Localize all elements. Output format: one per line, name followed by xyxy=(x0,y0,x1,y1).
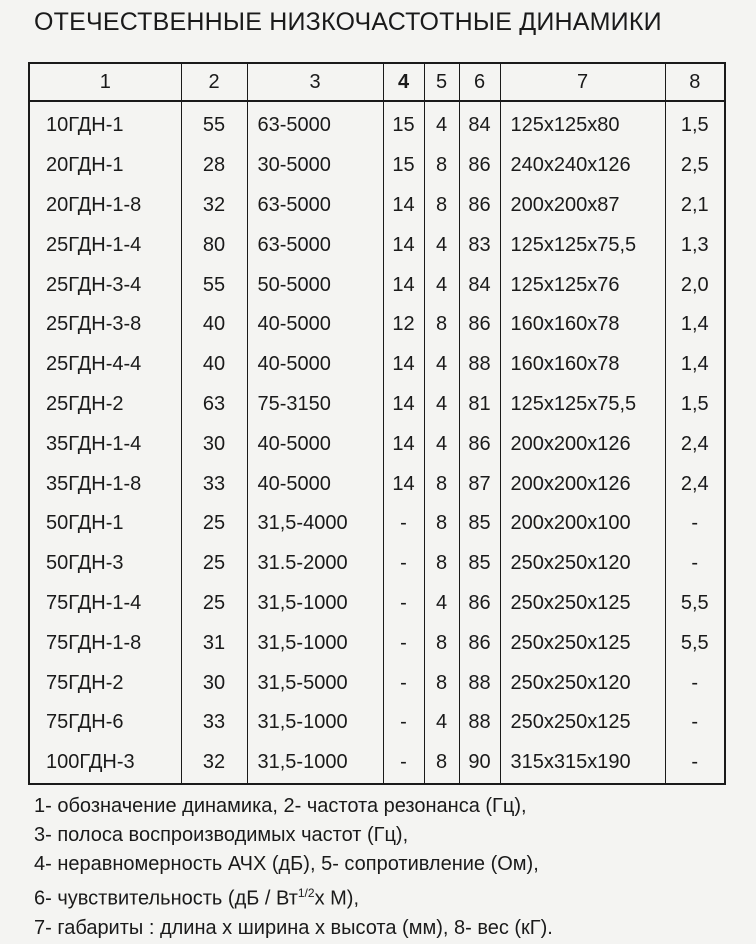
resonance-frequency-cell: 33 xyxy=(181,703,247,743)
sensitivity-cell: 85 xyxy=(459,504,500,544)
resonance-frequency-cell: 25 xyxy=(181,584,247,624)
response-unevenness-cell: 14 xyxy=(383,345,424,385)
weight-cell: - xyxy=(665,703,725,743)
weight-cell: 2,4 xyxy=(665,424,725,464)
sensitivity-cell: 84 xyxy=(459,265,500,305)
column-header-6: 6 xyxy=(459,63,500,101)
resonance-frequency-cell: 40 xyxy=(181,345,247,385)
resonance-frequency-cell: 31 xyxy=(181,623,247,663)
page-title: ОТЕЧЕСТВЕННЫЕ НИЗКОЧАСТОТНЫЕ ДИНАМИКИ xyxy=(34,8,662,36)
table-header-row xyxy=(29,63,725,101)
dimensions-cell: 125х125х76 xyxy=(500,265,665,305)
dimensions-cell: 125х125х80 xyxy=(500,101,665,146)
impedance-cell: 8 xyxy=(424,146,459,186)
response-unevenness-cell: 14 xyxy=(383,225,424,265)
frequency-band-cell: 31,5-1000 xyxy=(247,584,383,624)
dimensions-cell: 240х240х126 xyxy=(500,146,665,186)
table-row xyxy=(29,703,725,743)
legend-text: х М), xyxy=(314,887,359,910)
impedance-cell: 8 xyxy=(424,464,459,504)
frequency-band-cell: 63-5000 xyxy=(247,186,383,226)
impedance-cell: 4 xyxy=(424,265,459,305)
impedance-cell: 4 xyxy=(424,703,459,743)
column-header-8: 8 xyxy=(665,63,725,101)
impedance-cell: 4 xyxy=(424,424,459,464)
speaker-model-cell: 25ГДН-1-4 xyxy=(29,225,181,265)
resonance-frequency-cell: 30 xyxy=(181,663,247,703)
response-unevenness-cell: - xyxy=(383,743,424,784)
frequency-band-cell: 63-5000 xyxy=(247,225,383,265)
speaker-specs-table xyxy=(28,62,726,785)
table-row xyxy=(29,101,725,146)
weight-cell: 1,5 xyxy=(665,101,725,146)
sensitivity-cell: 87 xyxy=(459,464,500,504)
sensitivity-cell: 86 xyxy=(459,305,500,345)
speaker-model-cell: 20ГДН-1-8 xyxy=(29,186,181,226)
speaker-model-cell: 35ГДН-1-8 xyxy=(29,464,181,504)
dimensions-cell: 250х250х125 xyxy=(500,623,665,663)
dimensions-cell: 250х250х125 xyxy=(500,703,665,743)
table-body xyxy=(29,101,725,784)
dimensions-cell: 250х250х125 xyxy=(500,584,665,624)
impedance-cell: 8 xyxy=(424,663,459,703)
legend-line xyxy=(34,879,553,914)
speaker-model-cell: 25ГДН-2 xyxy=(29,385,181,425)
speaker-model-cell: 25ГДН-4-4 xyxy=(29,345,181,385)
table-row xyxy=(29,623,725,663)
frequency-band-cell: 31,5-1000 xyxy=(247,703,383,743)
frequency-band-cell: 31,5-1000 xyxy=(247,743,383,784)
sensitivity-cell: 85 xyxy=(459,544,500,584)
response-unevenness-cell: - xyxy=(383,703,424,743)
response-unevenness-cell: - xyxy=(383,663,424,703)
speaker-model-cell: 75ГДН-1-4 xyxy=(29,584,181,624)
sensitivity-cell: 86 xyxy=(459,186,500,226)
table-row xyxy=(29,584,725,624)
weight-cell: 2,4 xyxy=(665,464,725,504)
resonance-frequency-cell: 63 xyxy=(181,385,247,425)
dimensions-cell: 160х160х78 xyxy=(500,345,665,385)
response-unevenness-cell: 12 xyxy=(383,305,424,345)
impedance-cell: 4 xyxy=(424,385,459,425)
table-row xyxy=(29,345,725,385)
legend-text: 6- чувствительность (дБ / Вт xyxy=(34,887,298,910)
dimensions-cell: 200х200х100 xyxy=(500,504,665,544)
weight-cell: - xyxy=(665,544,725,584)
weight-cell: - xyxy=(665,504,725,544)
speaker-model-cell: 10ГДН-1 xyxy=(29,101,181,146)
impedance-cell: 4 xyxy=(424,345,459,385)
dimensions-cell: 250х250х120 xyxy=(500,544,665,584)
dimensions-cell: 125х125х75,5 xyxy=(500,225,665,265)
impedance-cell: 8 xyxy=(424,544,459,584)
sensitivity-cell: 81 xyxy=(459,385,500,425)
sensitivity-cell: 86 xyxy=(459,146,500,186)
table-row xyxy=(29,424,725,464)
speaker-model-cell: 50ГДН-1 xyxy=(29,504,181,544)
weight-cell: 1,3 xyxy=(665,225,725,265)
frequency-band-cell: 40-5000 xyxy=(247,345,383,385)
frequency-band-cell: 63-5000 xyxy=(247,101,383,146)
legend-line: 1- обозначение динамика, 2- частота резонанса (Гц), xyxy=(34,795,527,817)
weight-cell: 1,5 xyxy=(665,385,725,425)
weight-cell: 2,1 xyxy=(665,186,725,226)
speaker-model-cell: 75ГДН-1-8 xyxy=(29,623,181,663)
legend-line: 4- неравномерность АЧХ (дБ), 5- сопротивление (Ом), xyxy=(34,853,539,875)
dimensions-cell: 160х160х78 xyxy=(500,305,665,345)
impedance-cell: 8 xyxy=(424,743,459,784)
response-unevenness-cell: 14 xyxy=(383,186,424,226)
weight-cell: - xyxy=(665,663,725,703)
speaker-model-cell: 35ГДН-1-4 xyxy=(29,424,181,464)
response-unevenness-cell: 14 xyxy=(383,385,424,425)
speaker-model-cell: 25ГДН-3-4 xyxy=(29,265,181,305)
weight-cell: 1,4 xyxy=(665,345,725,385)
dimensions-cell: 315х315х190 xyxy=(500,743,665,784)
impedance-cell: 4 xyxy=(424,584,459,624)
table-row xyxy=(29,265,725,305)
column-header-1: 1 xyxy=(29,63,181,101)
column-header-5: 5 xyxy=(424,63,459,101)
sensitivity-cell: 86 xyxy=(459,623,500,663)
column-header-3: 3 xyxy=(247,63,383,101)
table-row xyxy=(29,663,725,703)
impedance-cell: 4 xyxy=(424,225,459,265)
table-row xyxy=(29,186,725,226)
speaker-model-cell: 20ГДН-1 xyxy=(29,146,181,186)
impedance-cell: 8 xyxy=(424,623,459,663)
speaker-model-cell: 25ГДН-3-8 xyxy=(29,305,181,345)
dimensions-cell: 250х250х120 xyxy=(500,663,665,703)
response-unevenness-cell: 14 xyxy=(383,265,424,305)
sensitivity-cell: 88 xyxy=(459,663,500,703)
response-unevenness-cell: - xyxy=(383,623,424,663)
dimensions-cell: 200х200х126 xyxy=(500,464,665,504)
legend-line: 7- габариты : длина х ширина х высота (мм), 8- вес (кГ). xyxy=(34,916,553,939)
resonance-frequency-cell: 55 xyxy=(181,101,247,146)
resonance-frequency-cell: 33 xyxy=(181,464,247,504)
column-header-7: 7 xyxy=(500,63,665,101)
frequency-band-cell: 40-5000 xyxy=(247,305,383,345)
response-unevenness-cell: - xyxy=(383,584,424,624)
table-row xyxy=(29,385,725,425)
response-unevenness-cell: - xyxy=(383,544,424,584)
weight-cell: 2,5 xyxy=(665,146,725,186)
speaker-model-cell: 75ГДН-6 xyxy=(29,703,181,743)
frequency-band-cell: 40-5000 xyxy=(247,424,383,464)
weight-cell: 5,5 xyxy=(665,623,725,663)
table-row xyxy=(29,225,725,265)
sensitivity-cell: 84 xyxy=(459,101,500,146)
response-unevenness-cell: 14 xyxy=(383,424,424,464)
sensitivity-cell: 88 xyxy=(459,703,500,743)
resonance-frequency-cell: 25 xyxy=(181,544,247,584)
legend-line: 3- полоса воспроизводимых частот (Гц), xyxy=(34,824,409,846)
sensitivity-cell: 86 xyxy=(459,424,500,464)
table-row xyxy=(29,504,725,544)
frequency-band-cell: 31,5-4000 xyxy=(247,504,383,544)
table-row xyxy=(29,464,725,504)
sensitivity-cell: 86 xyxy=(459,584,500,624)
response-unevenness-cell: 15 xyxy=(383,101,424,146)
response-unevenness-cell: 15 xyxy=(383,146,424,186)
resonance-frequency-cell: 80 xyxy=(181,225,247,265)
impedance-cell: 8 xyxy=(424,305,459,345)
response-unevenness-cell: - xyxy=(383,504,424,544)
column-header-2: 2 xyxy=(181,63,247,101)
frequency-band-cell: 31,5-1000 xyxy=(247,623,383,663)
sensitivity-cell: 83 xyxy=(459,225,500,265)
weight-cell: 1,4 xyxy=(665,305,725,345)
sensitivity-cell: 90 xyxy=(459,743,500,784)
frequency-band-cell: 40-5000 xyxy=(247,464,383,504)
response-unevenness-cell: 14 xyxy=(383,464,424,504)
table-row xyxy=(29,305,725,345)
resonance-frequency-cell: 28 xyxy=(181,146,247,186)
resonance-frequency-cell: 55 xyxy=(181,265,247,305)
frequency-band-cell: 30-5000 xyxy=(247,146,383,186)
dimensions-cell: 125х125х75,5 xyxy=(500,385,665,425)
dimensions-cell: 200х200х126 xyxy=(500,424,665,464)
legend-superscript: 1/2 xyxy=(297,886,315,900)
frequency-band-cell: 75-3150 xyxy=(247,385,383,425)
resonance-frequency-cell: 32 xyxy=(181,186,247,226)
column-header-4: 4 xyxy=(383,63,424,101)
dimensions-cell: 200х200х87 xyxy=(500,186,665,226)
weight-cell: - xyxy=(665,743,725,784)
table-row xyxy=(29,544,725,584)
speaker-model-cell: 75ГДН-2 xyxy=(29,663,181,703)
table-row xyxy=(29,146,725,186)
resonance-frequency-cell: 30 xyxy=(181,424,247,464)
resonance-frequency-cell: 40 xyxy=(181,305,247,345)
impedance-cell: 8 xyxy=(424,504,459,544)
impedance-cell: 4 xyxy=(424,101,459,146)
weight-cell: 5,5 xyxy=(665,584,725,624)
frequency-band-cell: 50-5000 xyxy=(247,265,383,305)
legend xyxy=(34,792,553,943)
speaker-model-cell: 50ГДН-3 xyxy=(29,544,181,584)
sensitivity-cell: 88 xyxy=(459,345,500,385)
table-row xyxy=(29,743,725,784)
resonance-frequency-cell: 25 xyxy=(181,504,247,544)
impedance-cell: 8 xyxy=(424,186,459,226)
frequency-band-cell: 31,5-5000 xyxy=(247,663,383,703)
speaker-model-cell: 100ГДН-3 xyxy=(29,743,181,784)
resonance-frequency-cell: 32 xyxy=(181,743,247,784)
weight-cell: 2,0 xyxy=(665,265,725,305)
frequency-band-cell: 31.5-2000 xyxy=(247,544,383,584)
